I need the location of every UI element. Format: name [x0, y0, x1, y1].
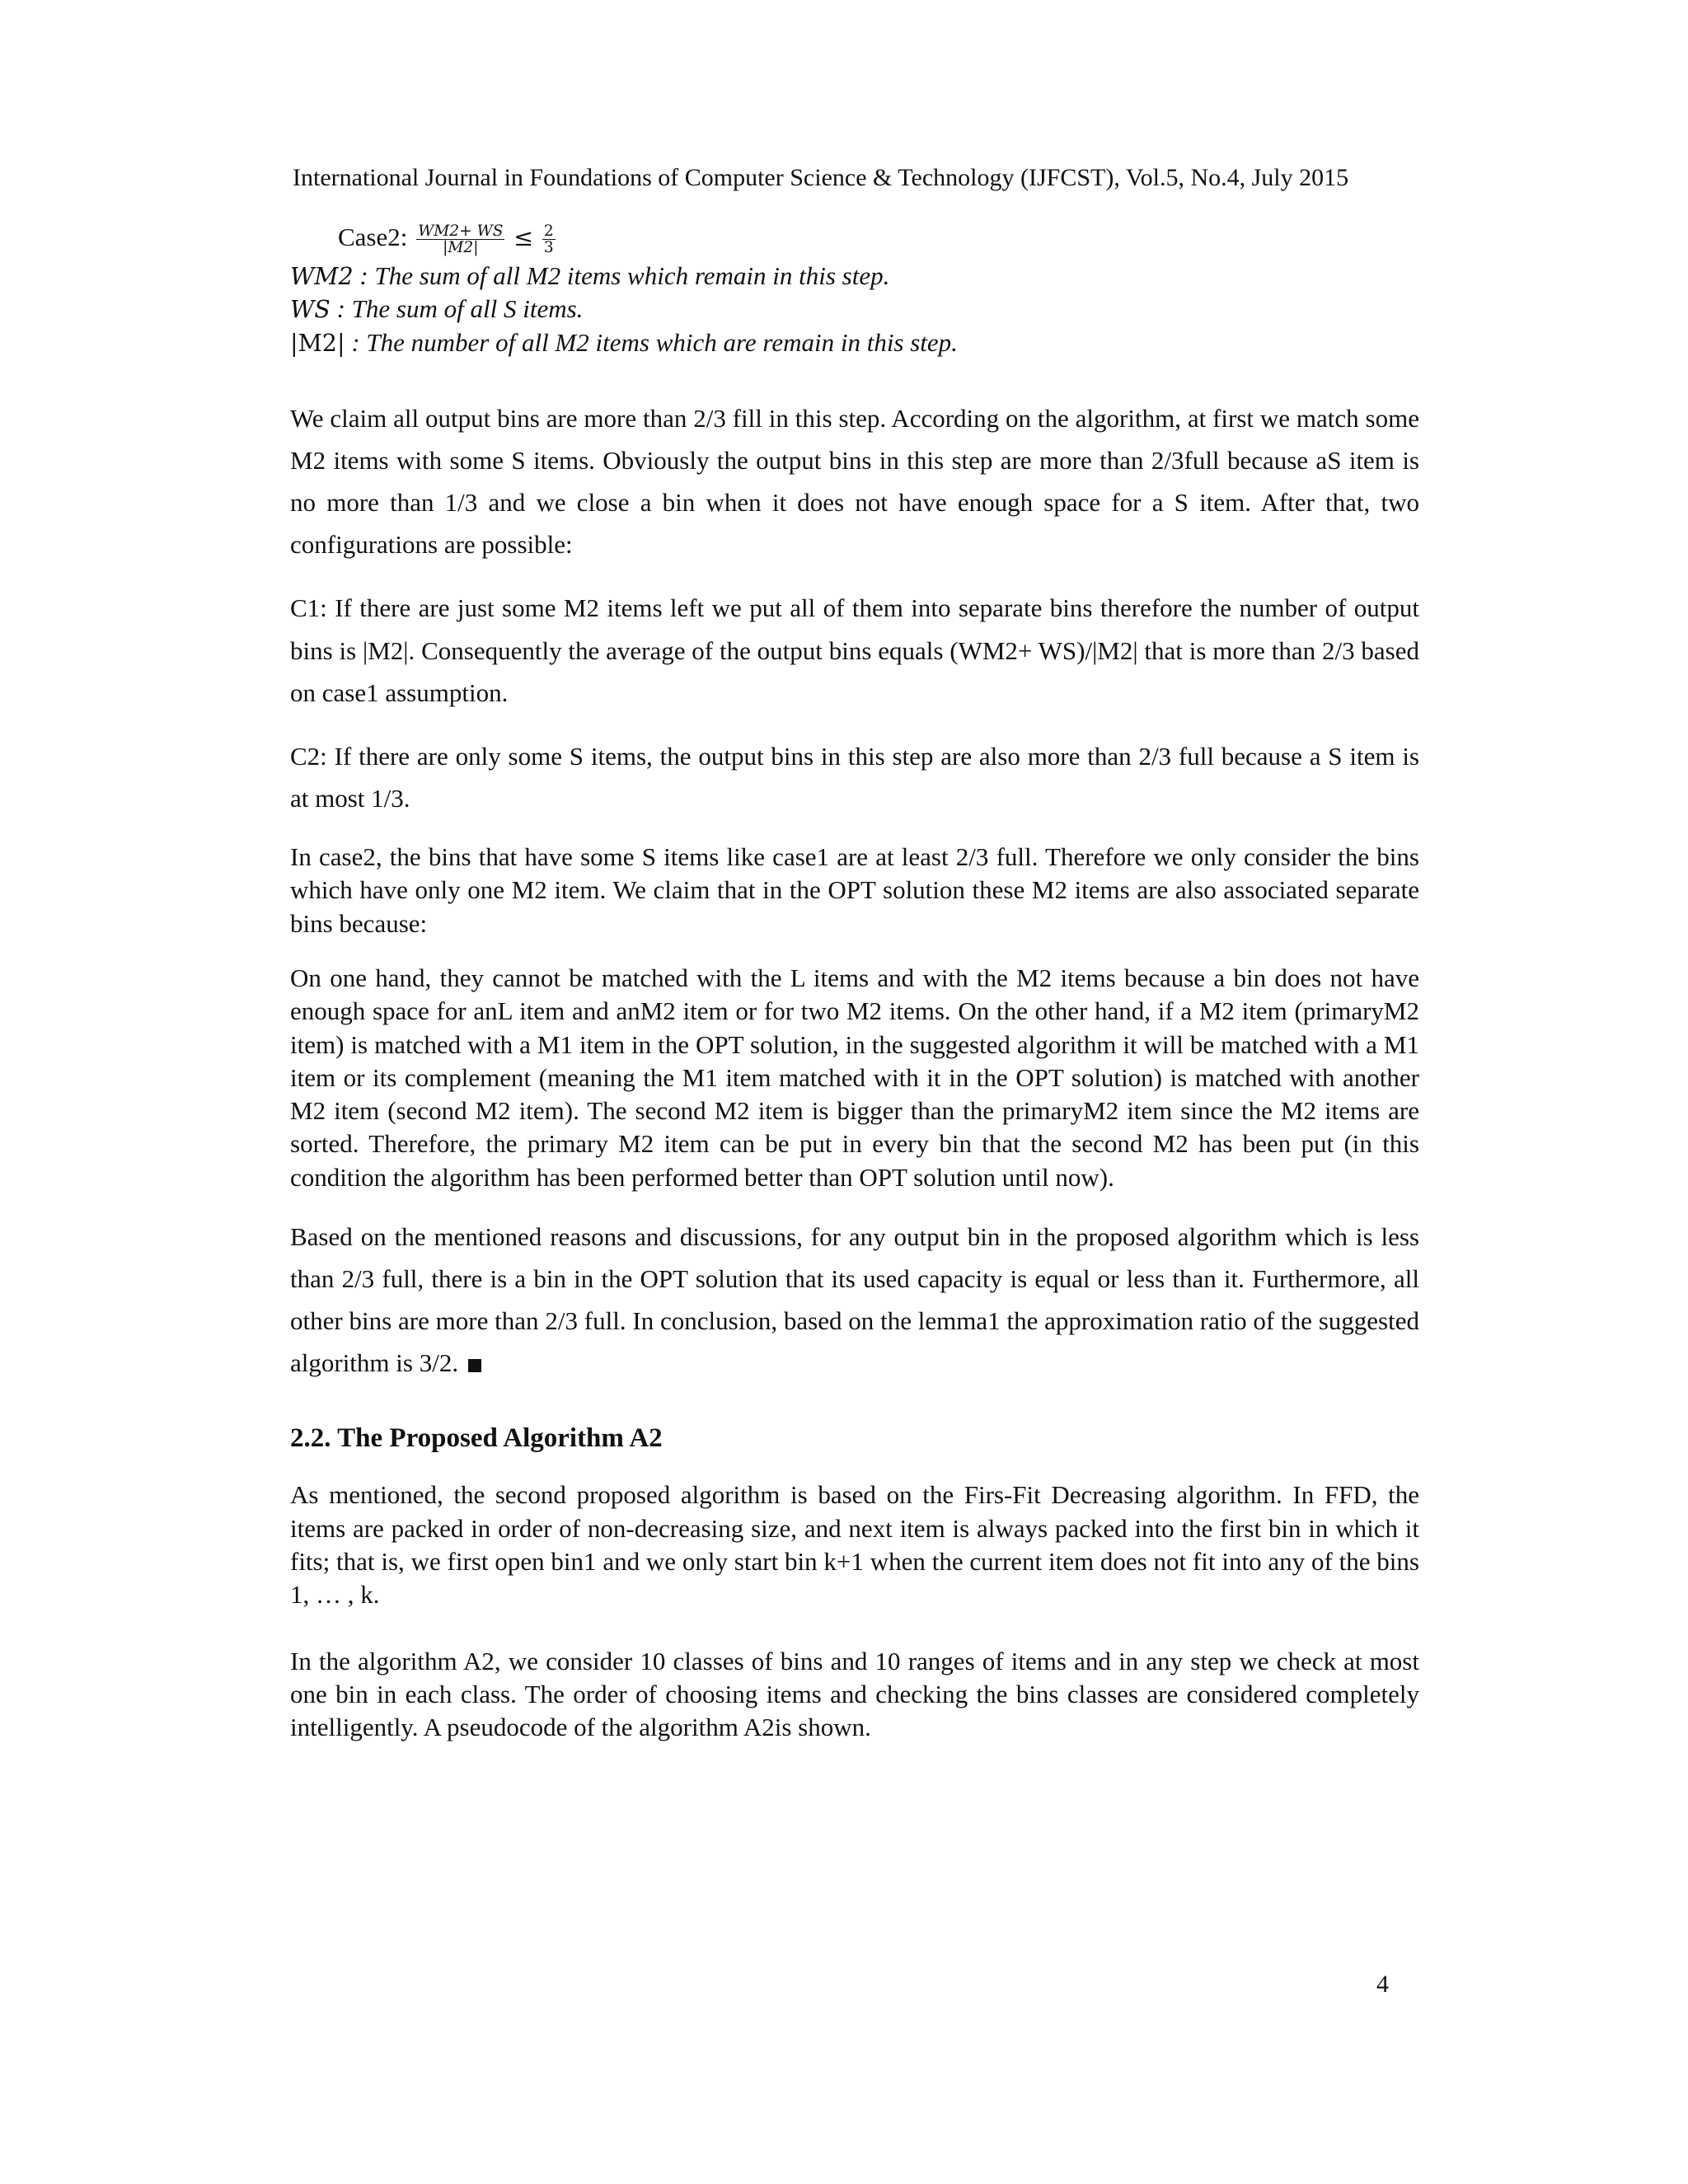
- paragraph-a2: In the algorithm A2, we consider 10 classes of bins and 10 ranges of items and in any step we check at most one bin in each class. The order of choosing items and checking the bins classes are considered completely intelligently. A pseudocode of the algorithm A2is shown.: [290, 1646, 1419, 1742]
- qed-square-icon: [468, 1359, 481, 1372]
- definition-wm2: WM2 : The sum of all M2 items which remain in this step.: [290, 260, 890, 290]
- paragraph-claim: We claim all output bins are more than 2/3 fill in this step. According on the algorithm, at first we match some M2 items with some S items. Obviously the output bins in this step are more than 2/3full because aS item is no more than 1/3 and we close a bin when it does not have enough space for a S item. After that, two configurations are possible:: [290, 403, 1419, 560]
- paragraph-conclusion: Based on the mentioned reasons and discussions, for any output bin in the proposed algorithm which is less than 2/3 full, there is a bin in the OPT solution that its used capacity is equal or less than it. Furthermore, all other bins are more than 2/3 full. In conclusion, based on the lemma1 the approximation ratio of the suggested algorithm is 3/2.: [290, 1222, 1419, 1378]
- page-number: 4: [1376, 1971, 1389, 1998]
- case2-fraction: [416, 223, 504, 256]
- page-body: [290, 221, 1419, 1766]
- running-header: International Journal in Foundations of Computer Science & Technology (IJFCST), Vol.5, No.4, July 2015: [293, 164, 1349, 191]
- paragraph-case2: In case2, the bins that have some S items like case1 are at least 2/3 full. Therefore we only consider the bins which have only one M2 item. We claim that in the OPT solution these M2 items are also associated separate bins because:: [290, 842, 1419, 938]
- paragraph-matching: On one hand, they cannot be matched with the L items and with the M2 items because a bin does not have enough space for anL item and anM2 item or for two M2 items. On the other hand, if a M2 item (primaryM2 item) is matched with a M1 item in the OPT solution, in the suggested algorithm it will be matched with a M1 item or its complement (meaning the M1 item matched with it in the OPT solution) is matched with another M2 item (second M2 item). The second M2 item is bigger than the primaryM2 item since the M2 items are sorted. Therefore, the primary M2 item can be put in every bin that the second M2 has been put (in this condition the algorithm has been performed better than OPT solution until now).: [290, 963, 1419, 1192]
- case2-relation: ≤: [513, 224, 534, 251]
- paragraph-c2: C2: If there are only some S items, the output bins in this step are also more than 2/3 full because a S item is at most 1/3.: [290, 741, 1419, 813]
- definition-m2-count: |M2| : The number of all M2 items which are remain in this step.: [290, 327, 958, 357]
- paragraph-ffd: As mentioned, the second proposed algorithm is based on the Firs-Fit Decreasing algorithm. In FFD, the items are packed in order of non-decreasing size, and next item is always packed into the first bin in which it fits; that is, we first open bin1 and we only start bin k+1 when the current item does not fit into any of the bins 1, … , k.: [290, 1480, 1419, 1610]
- definitions-list: [290, 260, 1419, 359]
- paragraph-c1: C1: If there are just some M2 items left we put all of them into separate bins therefore the number of output bins is |M2|. Consequently the average of the output bins equals (WM2+ WS)/|M2| that is more than 2/3 based on case1 assumption.: [290, 593, 1419, 707]
- definition-ws: WS : The sum of all S items.: [290, 294, 584, 324]
- section-heading: 2.2. The Proposed Algorithm A2: [290, 1422, 663, 1453]
- case2-condition: [338, 221, 1419, 256]
- case2-rhs-numerator: 2: [543, 222, 554, 240]
- case2-rhs-denominator: 3: [543, 239, 554, 257]
- case2-label: Case2:: [338, 223, 408, 251]
- case2-fraction-numerator: WM2+ WS: [418, 222, 504, 240]
- case2-rhs-fraction: [542, 223, 556, 256]
- case2-fraction-denominator: |M2|: [443, 239, 479, 257]
